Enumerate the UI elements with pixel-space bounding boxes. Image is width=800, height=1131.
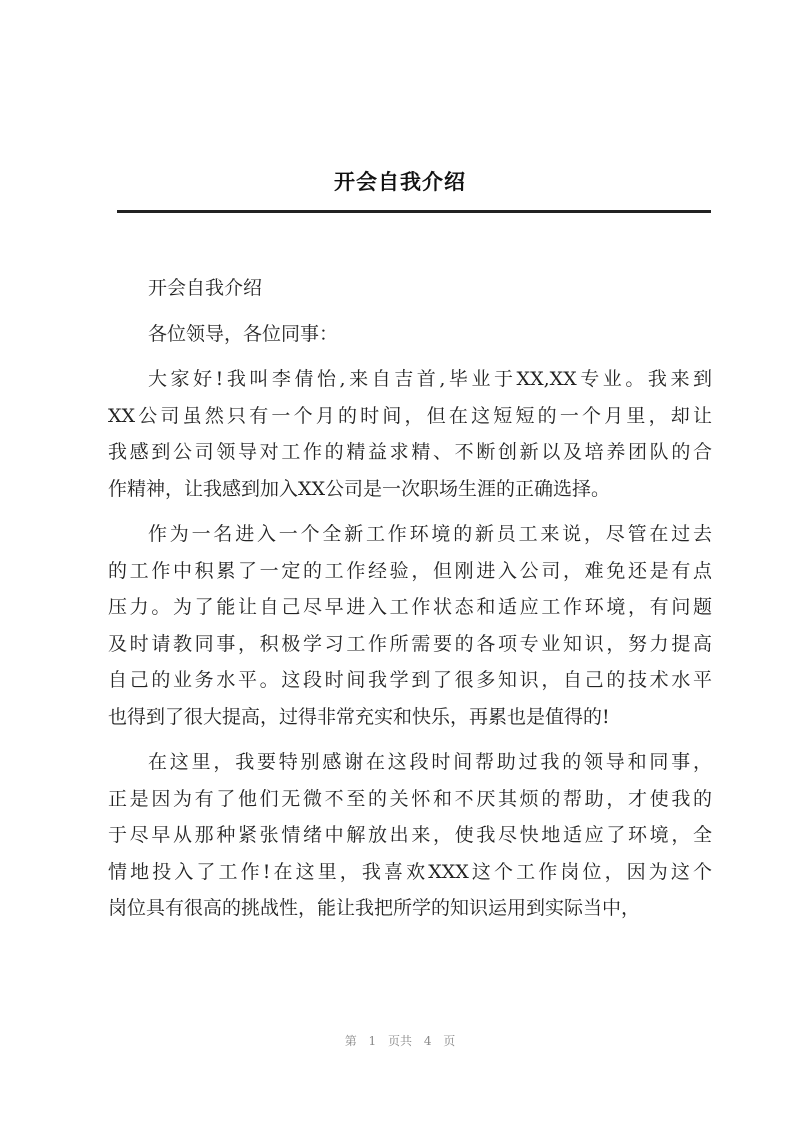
- paragraph: [108, 744, 712, 927]
- paragraph: [108, 516, 712, 735]
- paragraph-line: 开会自我介绍: [148, 277, 263, 299]
- paragraph-line: 大家好!我叫李倩怡,来自吉首,毕业于XX,XX专业。我来到: [148, 368, 712, 390]
- paragraph-line: XX公司虽然只有一个月的时间，但在这短短的一个月里，却让: [108, 404, 712, 427]
- paragraph-line: 在这里，我要特别感谢在这段时间帮助过我的领导和同事，: [148, 751, 712, 773]
- paragraph-line: 自己的业务水平。这段时间我学到了很多知识，自己的技术水平: [108, 669, 712, 691]
- title-divider: [117, 210, 711, 213]
- paragraph-line: 的工作中积累了一定的工作经验，但刚进入公司，难免还是有点: [108, 559, 712, 582]
- paragraph-line: 作为一名进入一个全新工作环境的新员工来说，尽管在过去: [148, 523, 712, 545]
- paragraph: [108, 361, 712, 507]
- paragraph-line: 也得到了很大提高，过得非常充实和快乐，再累也是值得的!: [108, 705, 610, 728]
- paragraph-line: 各位领导，各位同事：: [148, 322, 339, 345]
- paragraph-line: 正是因为有了他们无微不至的关怀和不厌其烦的帮助，才使我的: [108, 787, 712, 810]
- page-footer: 第 1 页共 4 页: [344, 1034, 456, 1048]
- paragraph-line: 情地投入了工作!在这里，我喜欢XXX这个工作岗位，因为这个: [108, 860, 712, 883]
- paragraph-line: 于尽早从那种紧张情绪中解放出来，使我尽快地适应了环境，全: [108, 824, 712, 846]
- paragraph-line: 压力。为了能让自己尽早进入工作状态和适应工作环境，有问题: [108, 596, 712, 618]
- document-title: 开会自我介绍: [334, 169, 466, 194]
- paragraph: [108, 270, 712, 307]
- paragraph-line: 及时请教同事，积极学习工作所需要的各项专业知识，努力提高: [108, 632, 712, 655]
- document-body: [108, 270, 712, 936]
- paragraph-line: 我感到公司领导对工作的精益求精、不断创新以及培养团队的合: [108, 441, 712, 463]
- paragraph-line: 作精神，让我感到加入XX公司是一次职场生涯的正确选择。: [108, 477, 611, 500]
- paragraph-line: 岗位具有很高的挑战性，能让我把所学的知识运用到实际当中，: [108, 897, 641, 919]
- paragraph: [108, 316, 712, 353]
